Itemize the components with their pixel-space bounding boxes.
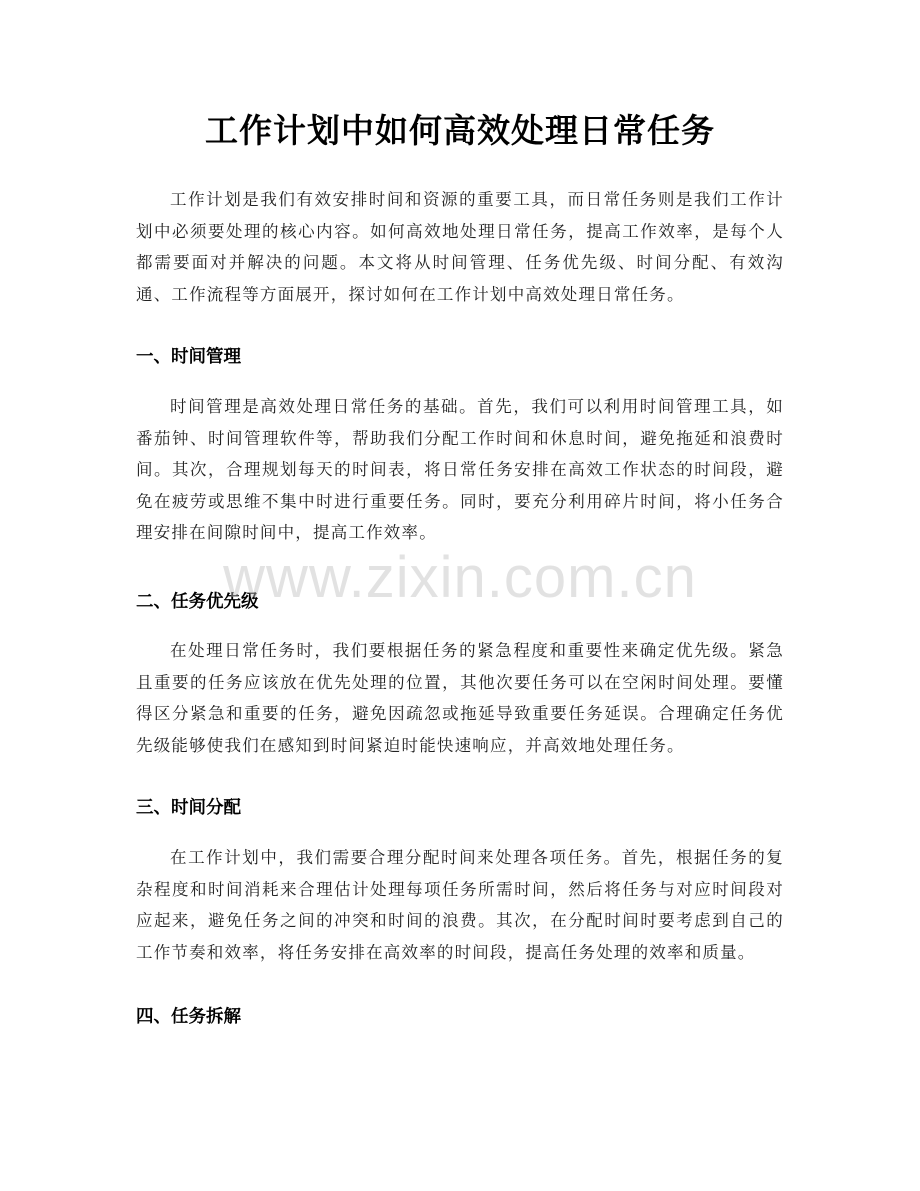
section-heading-time-management: 一、时间管理 bbox=[136, 347, 241, 367]
document-title: 工作计划中如何高效处理日常任务 bbox=[205, 111, 715, 150]
section-body-time-management: 时间管理是高效处理日常任务的基础。首先，我们可以利用时间管理工具，如番茄钟、时间管理软件等，帮助我们分配工作时间和休息时间，避免拖延和浪费时间。其次，合理规划每天的时间表，将日常任务安排在高效工作状态的时间段，避免在疲劳或思维不集中时进行重要任务。同时，要充分利用碎片时间，将小任务合理安排在间隙时间中，提高工作效率。 bbox=[136, 397, 784, 542]
section-body-task-priority: 在处理日常任务时，我们要根据任务的紧急程度和重要性来确定优先级。紧急且重要的任务应该放在优先处理的位置，其他次要任务可以在空闲时间处理。要懂得区分紧急和重要的任务，避免因疏忽或拖延导致重要任务延误。合理确定任务优先级能够使我们在感知到时间紧迫时能快速响应，并高效地处理任务。 bbox=[136, 641, 784, 755]
watermark: www.zixin.com.cn bbox=[223, 545, 697, 610]
section-heading-task-priority: 二、任务优先级 bbox=[136, 592, 259, 612]
section-body-time-allocation: 在工作计划中，我们需要合理分配时间来处理各项任务。首先，根据任务的复杂程度和时间消耗来合理估计处理每项任务所需时间，然后将任务与对应时间段对应起来，避免任务之间的冲突和时间的浪费。其次，在分配时间时要考虑到自己的工作节奏和效率，将任务安排在高效率的时间段，提高任务处理的效率和质量。 bbox=[136, 848, 784, 962]
intro-paragraph: 工作计划是我们有效安排时间和资源的重要工具，而日常任务则是我们工作计划中必须要处理的核心内容。如何高效地处理日常任务，提高工作效率，是每个人都需要面对并解决的问题。本文将从时间管理、任务优先级、时间分配、有效沟通、工作流程等方面展开，探讨如何在工作计划中高效处理日常任务。 bbox=[136, 190, 784, 304]
section-heading-task-breakdown: 四、任务拆解 bbox=[136, 1007, 241, 1027]
section-heading-time-allocation: 三、时间分配 bbox=[136, 798, 241, 818]
